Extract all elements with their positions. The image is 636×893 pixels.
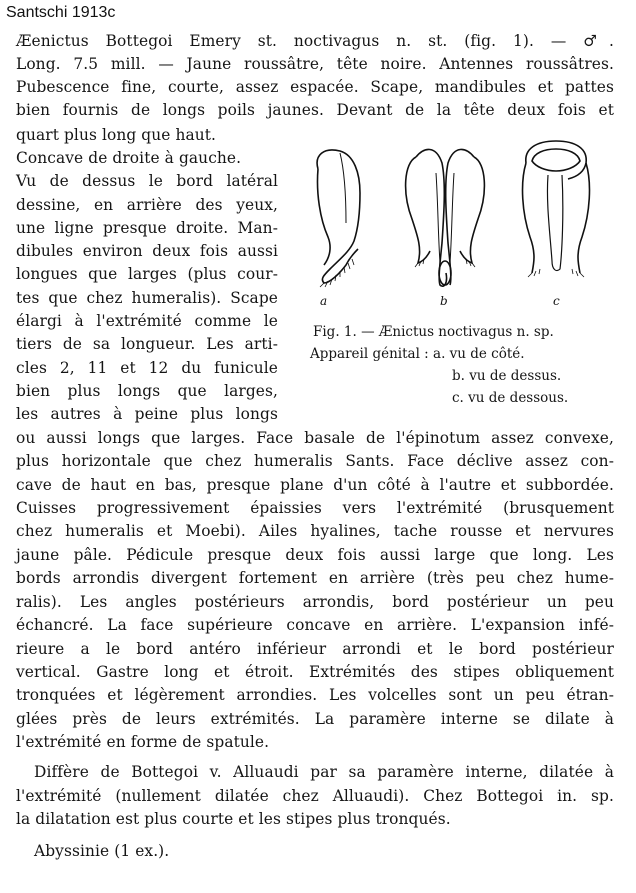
text-line: une ligne presque droite. Man- xyxy=(16,219,278,237)
figure-label-b: b xyxy=(440,294,448,305)
text-line: dessine, en arrière des yeux, xyxy=(16,196,278,214)
text-line: tiers de sa longueur. Les arti- xyxy=(16,335,278,353)
figure-label-a: a xyxy=(320,294,328,305)
text-line: bien fournis de longs poils jaunes. Devant de la tête deux fois et xyxy=(16,101,614,119)
text-line: Pubescence fine, courte, assez espacée. Scape, mandibules et pattes xyxy=(16,78,614,96)
figure-a-drawing xyxy=(317,150,360,287)
text-line: Vu de dessus le bord latéral xyxy=(16,172,278,190)
figure-caption-line: c. vu de dessous. xyxy=(452,390,569,406)
figure-caption-line: Appareil génital : a. vu de côté. xyxy=(310,346,525,362)
text-line: tes que chez humeralis). Scape xyxy=(16,289,278,307)
text-line: bords arrondis divergent fortement en arrière (très peu chez hume- xyxy=(16,569,614,587)
figure-caption-line: b. vu de dessus. xyxy=(452,368,562,384)
text-line: Cuisses progressivement épaissies vers l'extrémité (brusquement xyxy=(16,499,614,517)
text-line: bien plus longs que larges, xyxy=(16,382,278,400)
text-line: la dilatation est plus courte et les stipes plus tronqués. xyxy=(16,810,451,828)
figure-b-drawing xyxy=(406,149,485,286)
text-line: plus horizontale que chez humeralis Sants. Face déclive assez con- xyxy=(16,452,614,470)
text-line: tronquées et légèrement arrondies. Les volcelles sont un peu étran- xyxy=(16,686,614,704)
figure-label-c: c xyxy=(553,294,560,305)
text-line: Abyssinie (1 ex.). xyxy=(34,842,170,860)
text-line: Æenictus Bottegoi Emery st. noctivagus n. st. (fig. 1). — ♂. xyxy=(16,32,614,50)
text-line: échancré. La face supérieure concave en arrière. L'expansion infé- xyxy=(16,616,614,634)
text-line: glées près de leurs extrémités. La paramère interne se dilate à xyxy=(16,710,614,728)
figure-c-drawing xyxy=(523,141,590,277)
text-line: cave de haut en bas, presque plane d'un côté à l'autre et subbordée. xyxy=(16,476,614,494)
text-line: ou aussi longs que larges. Face basale de l'épinotum assez convexe, xyxy=(16,429,614,447)
text-line: l'extrémité en forme de spatule. xyxy=(16,733,270,751)
text-line: jaune pâle. Pédicule presque deux fois aussi large que long. Les xyxy=(16,546,614,564)
text-line: longues que larges (plus cour- xyxy=(16,265,278,283)
text-line: ralis). Les angles postérieurs arrondis, bord postérieur un peu xyxy=(16,593,614,611)
text-line: quart plus long que haut. xyxy=(16,126,217,144)
text-line: rieure a le bord antéro inférieur arrondi et le bord postérieur xyxy=(16,640,614,658)
text-line: vertical. Gastre long et étroit. Extrémités des stipes obliquement xyxy=(16,663,614,681)
text-line: les autres à peine plus longs xyxy=(16,405,278,423)
text-line: l'extrémité (nullement dilatée chez Alluaudi). Chez Bottegoi in. sp. xyxy=(16,787,614,805)
text-line: cles 2, 11 et 12 du funicule xyxy=(16,359,278,377)
figure-caption-title: Fig. 1. — Ænictus noctivagus n. sp. xyxy=(313,324,554,340)
genitalia-figure xyxy=(300,133,616,305)
page-header: Santschi 1913c xyxy=(6,4,116,21)
text-line: Long. 7.5 mill. — Jaune roussâtre, tête noire. Antennes roussâtres. xyxy=(16,55,614,73)
text-line: Diffère de Bottegoi v. Alluaudi par sa paramère interne, dilatée à xyxy=(34,763,614,781)
text-line: dibules environ deux fois aussi xyxy=(16,242,278,260)
text-line: Concave de droite à gauche. xyxy=(16,149,242,167)
text-line: chez humeralis et Moebi). Ailes hyalines, tache rousse et nervures xyxy=(16,522,614,540)
text-line: élargi à l'extrémité comme le xyxy=(16,312,278,330)
